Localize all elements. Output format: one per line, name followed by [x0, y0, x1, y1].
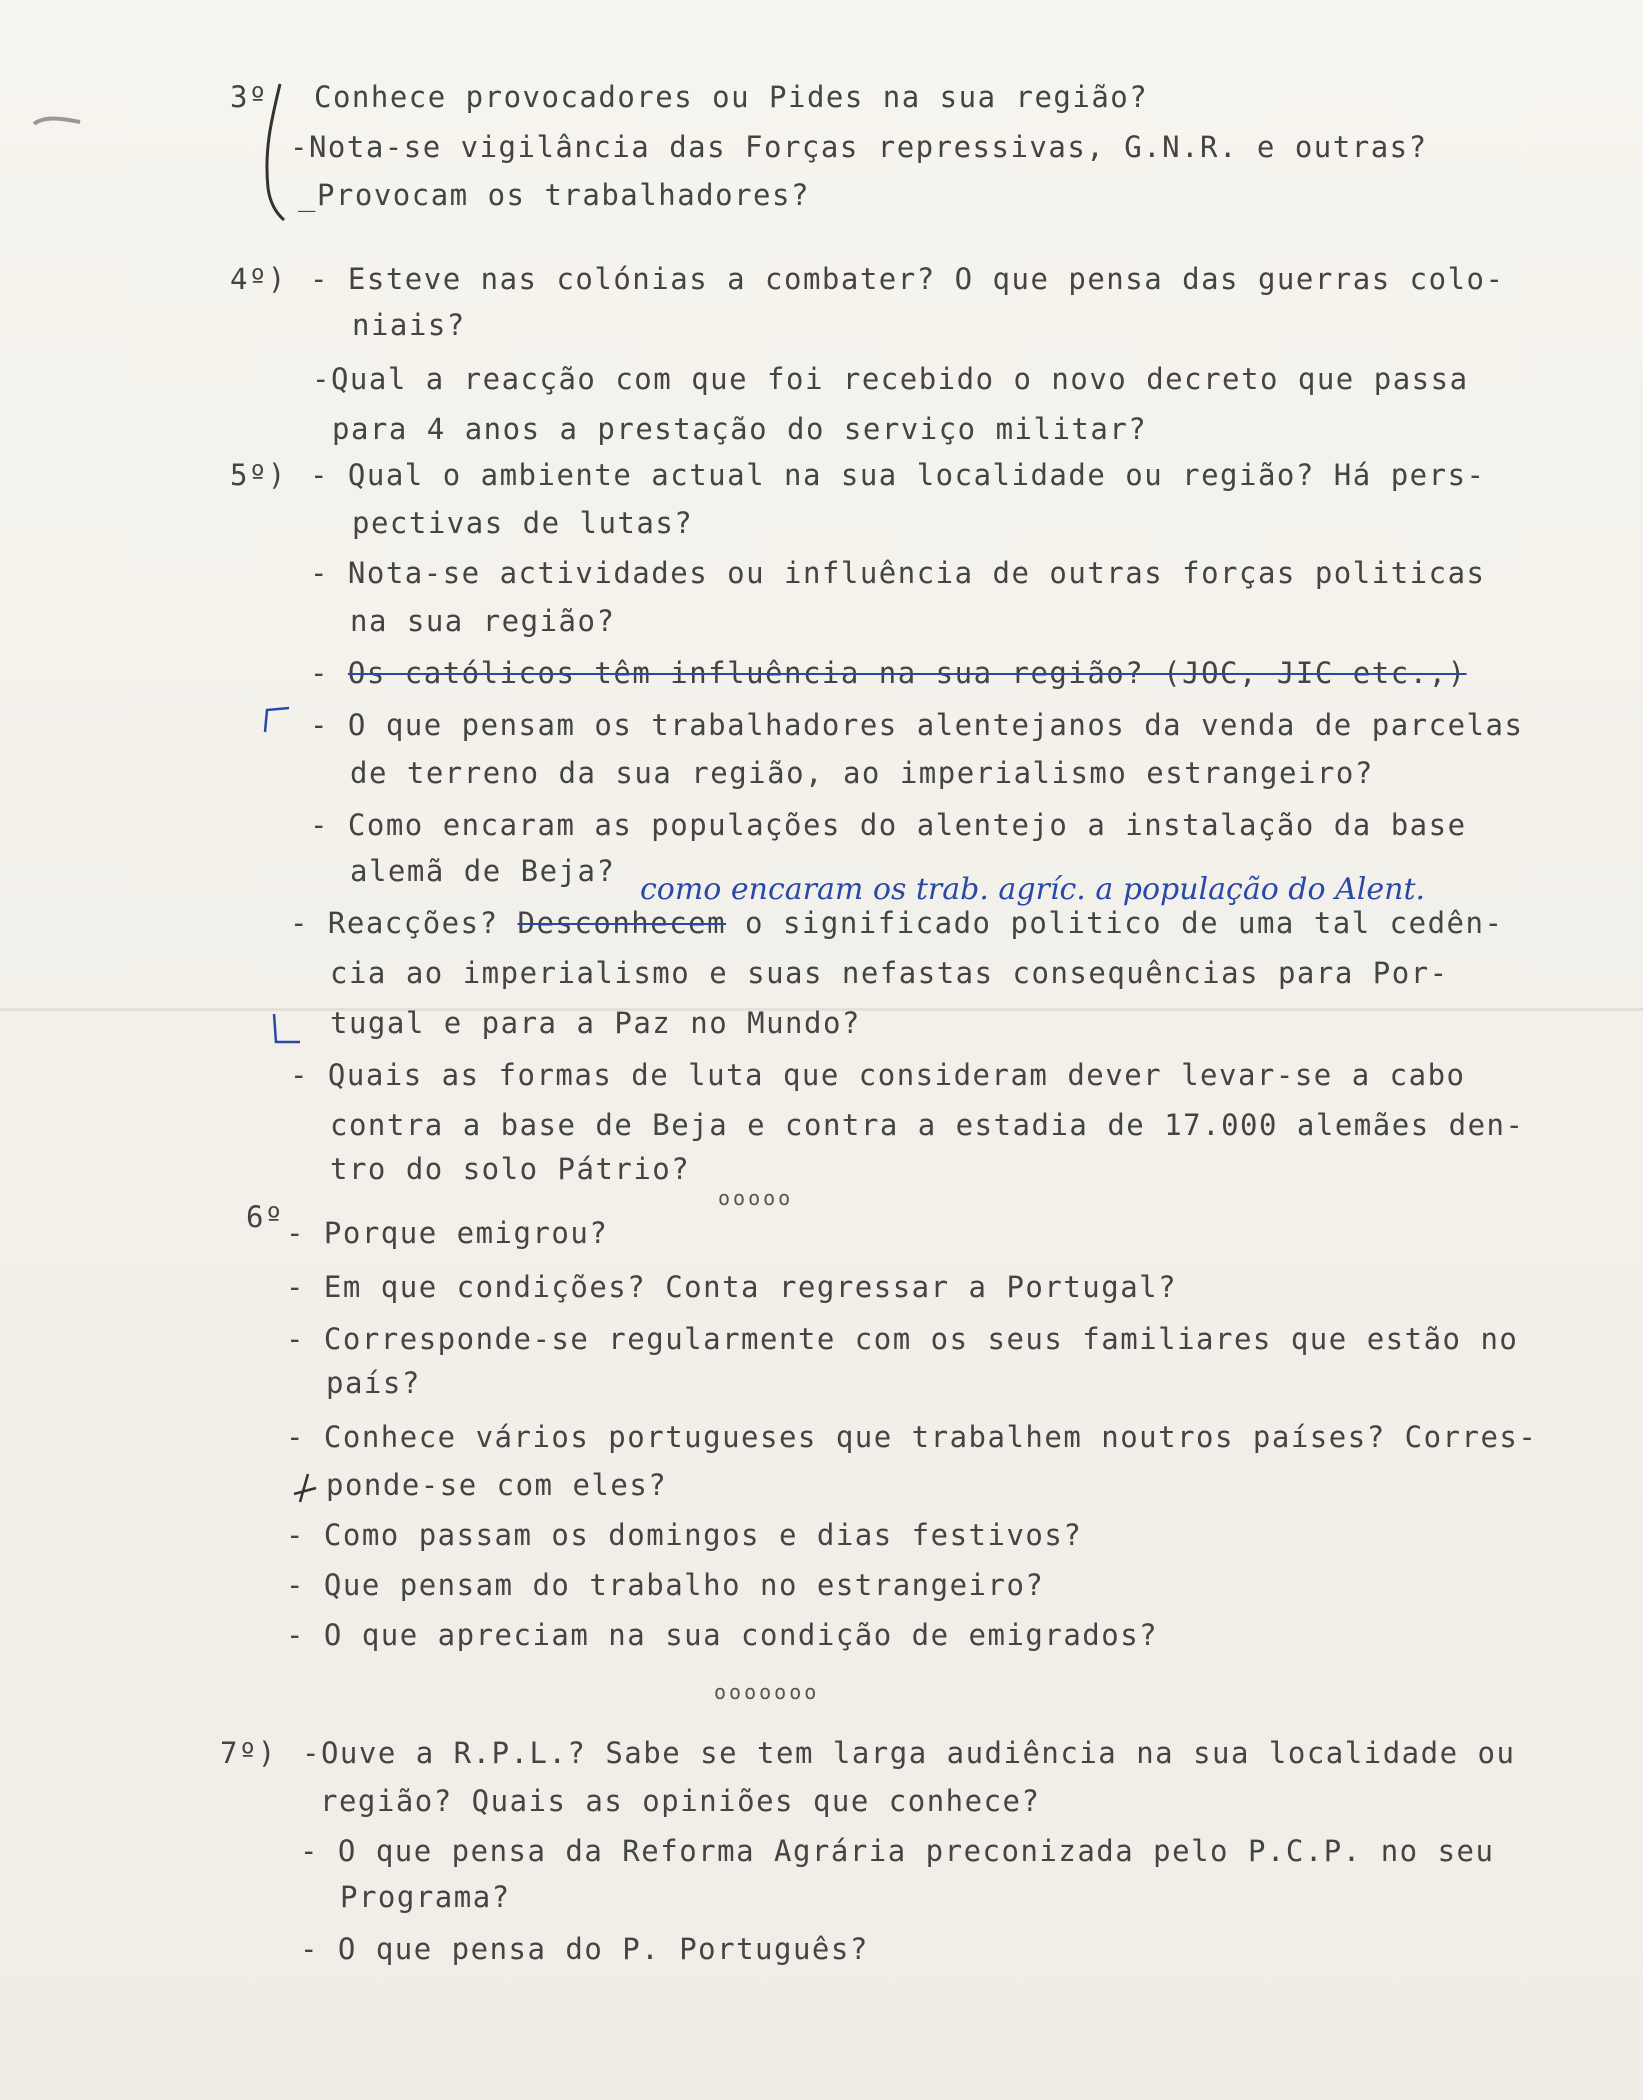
text-line: - Em que condições? Conta regressar a Portugal?	[286, 1270, 1178, 1304]
cross-mark	[290, 1466, 320, 1506]
text-line: -Nota-se vigilância das Forças repressivas, G.N.R. e outras?	[290, 130, 1428, 164]
text-line: contra a base de Beja e contra a estadia de 17.000 alemães den-	[330, 1108, 1525, 1142]
text-line: - Conhece vários portugueses que trabalhem noutros países? Corres-	[286, 1420, 1538, 1454]
text-line: - Que pensam do trabalho no estrangeiro?	[286, 1568, 1045, 1602]
text-line: _Provocam os trabalhadores?	[298, 178, 810, 212]
item-number: 6º	[246, 1200, 284, 1234]
text-line: região? Quais as opiniões que conhece?	[320, 1784, 1041, 1818]
text-line: de terreno da sua região, ao imperialismo estrangeiro?	[350, 756, 1374, 790]
separator: ooooooo	[714, 1680, 820, 1704]
item-number: 3º	[230, 80, 268, 114]
text-line: tugal e para a Paz no Mundo?	[330, 1006, 861, 1040]
text-line: - Esteve nas colónias a combater? O que pensa das guerras colo-	[310, 262, 1505, 296]
text-line: - Nota-se actividades ou influência de outras forças politicas	[310, 556, 1486, 590]
separator: ooooo	[718, 1186, 794, 1210]
text-line: tro do solo Pátrio?	[330, 1152, 691, 1186]
text-line: - Como passam os domingos e dias festivos?	[286, 1518, 1083, 1552]
text-line: niais?	[352, 308, 466, 342]
text-line: - Como encaram as populações do alentejo a instalação da base	[310, 808, 1467, 842]
text-line: - O que pensam os trabalhadores alentejanos da venda de parcelas	[310, 708, 1524, 742]
text-line: - Quais as formas de luta que consideram dever levar-se a cabo	[290, 1058, 1466, 1092]
item-number: 7º)	[220, 1736, 277, 1770]
text-line: ponde-se com eles?	[326, 1468, 668, 1502]
text-line: - O que apreciam na sua condição de emigrados?	[286, 1618, 1159, 1652]
item-number: 4º)	[230, 262, 287, 296]
handwritten-note: como encaram os trab. agríc. a população do Alent.	[640, 872, 1426, 907]
text-line: - Porque emigrou?	[286, 1216, 609, 1250]
text-line: para 4 anos a prestação do serviço militar?	[332, 412, 1148, 446]
item-number: 5º)	[230, 458, 287, 492]
struck-line: - Os católicos têm influência na sua região? (JOC, JIC etc.,)	[310, 656, 1467, 690]
margin-corner-top	[255, 702, 295, 742]
text-line: na sua região?	[350, 604, 616, 638]
text-line: - Qual o ambiente actual na sua localidade ou região? Há pers-	[310, 458, 1486, 492]
margin-corner-bottom	[268, 1010, 308, 1050]
text-line: Programa?	[340, 1880, 511, 1914]
text-line: -Qual a reacção com que foi recebido o novo decreto que passa	[312, 362, 1469, 396]
text-line: - Corresponde-se regularmente com os seus familiares que estão no	[286, 1322, 1519, 1356]
text-line: - Reacções? Desconhecem o significado politico de uma tal cedên-	[290, 906, 1504, 940]
pin-mark	[30, 108, 90, 138]
text-line: Conhece provocadores ou Pides na sua região?	[314, 80, 1149, 114]
text-line: país?	[326, 1366, 421, 1400]
text-line: - O que pensa do P. Português?	[300, 1932, 869, 1966]
text-line: - O que pensa da Reforma Agrária preconizada pelo P.C.P. no seu	[300, 1834, 1495, 1868]
struck-word: Desconhecem	[517, 906, 727, 940]
text-line: pectivas de lutas?	[352, 506, 694, 540]
struck-text: Os católicos têm influência na sua região? (JOC, JIC etc.,)	[347, 656, 1467, 690]
text-line: cia ao imperialismo e suas nefastas consequências para Por-	[330, 956, 1449, 990]
text-line: alemã de Beja?	[350, 854, 616, 888]
text-line: -Ouve a R.P.L.? Sabe se tem larga audiência na sua localidade ou	[302, 1736, 1516, 1770]
